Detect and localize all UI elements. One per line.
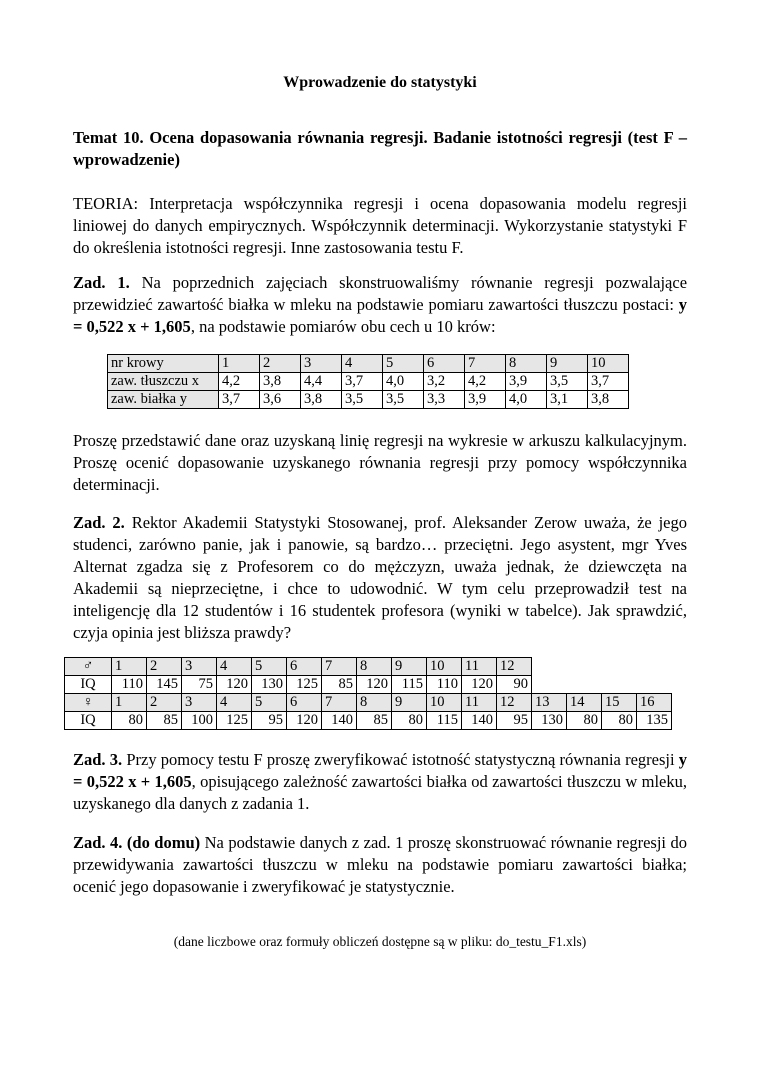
table1-cell: 3,7 <box>342 373 383 391</box>
iq-female-value: 125 <box>217 712 252 730</box>
zad4-paragraph <box>73 832 687 898</box>
iq-male-number: 5 <box>252 658 287 676</box>
iq-male-value: 120 <box>357 676 392 694</box>
table1-number: 7 <box>465 355 506 373</box>
iq-label: IQ <box>65 676 112 694</box>
table1-cell: 3,6 <box>260 391 301 409</box>
iq-female-number: 8 <box>357 694 392 712</box>
empty-cell <box>602 658 637 676</box>
zad1-text-a: Na poprzednich zajęciach skonstruowaliśmy równanie regresji pozwalające przewidzieć zawartość białka w mleku na podstawie pomiaru zawartości tłuszczu postaci: <box>73 273 688 314</box>
iq-table <box>64 657 672 730</box>
empty-cell <box>567 676 602 694</box>
table1-number: 6 <box>424 355 465 373</box>
table1-cell: 3,3 <box>424 391 465 409</box>
iq-male-number: 8 <box>357 658 392 676</box>
table1-number: 8 <box>506 355 547 373</box>
table1-cell: 3,9 <box>465 391 506 409</box>
table1-cell: 3,8 <box>260 373 301 391</box>
iq-female-value: 135 <box>637 712 672 730</box>
iq-male-value: 115 <box>392 676 427 694</box>
iq-female-number: 6 <box>287 694 322 712</box>
iq-female-number: 15 <box>602 694 637 712</box>
iq-male-value: 85 <box>322 676 357 694</box>
iq-female-value: 130 <box>532 712 567 730</box>
table1-number: 5 <box>383 355 424 373</box>
table1-cell: 3,7 <box>219 391 260 409</box>
cow-data-table <box>107 354 629 409</box>
empty-cell <box>567 658 602 676</box>
iq-female-value: 100 <box>182 712 217 730</box>
iq-male-value: 145 <box>147 676 182 694</box>
iq-label: IQ <box>65 712 112 730</box>
iq-female-number: 5 <box>252 694 287 712</box>
footer-note: (dane liczbowe oraz formuły obliczeń dostępne są w pliku: do_testu_F1.xls) <box>173 934 587 949</box>
iq-female-number: 4 <box>217 694 252 712</box>
iq-female-number: 3 <box>182 694 217 712</box>
iq-female-number: 12 <box>497 694 532 712</box>
table1-cell: 3,1 <box>547 391 588 409</box>
iq-male-value: 120 <box>462 676 497 694</box>
iq-female-value: 85 <box>147 712 182 730</box>
iq-male-value: 110 <box>427 676 462 694</box>
table1-number: 3 <box>301 355 342 373</box>
iq-female-value: 85 <box>357 712 392 730</box>
table1-cell: 3,7 <box>588 373 629 391</box>
male-symbol: ♂ <box>65 658 112 676</box>
iq-female-number: 1 <box>112 694 147 712</box>
iq-male-value: 130 <box>252 676 287 694</box>
iq-female-number: 9 <box>392 694 427 712</box>
zad3-text-a: Przy pomocy testu F proszę zweryfikować istotność statystyczną równania regresji <box>126 750 675 769</box>
iq-female-number: 10 <box>427 694 462 712</box>
iq-male-header-row <box>65 658 672 676</box>
zad1-task-paragraph: Proszę przedstawić dane oraz uzyskaną linię regresji na wykresie w arkuszu kalkulacyjnym. Proszę ocenić dopasowanie uzyskanego równania regresji przy pomocy współczynnika determinacji. <box>73 431 687 494</box>
page-header: Wprowadzenie do statystyki <box>283 74 477 91</box>
iq-male-number: 7 <box>322 658 357 676</box>
zad4-label: Zad. 4. (do domu) <box>73 833 201 852</box>
iq-female-number: 2 <box>147 694 182 712</box>
empty-cell <box>532 676 567 694</box>
zad1-label: Zad. 1. <box>73 273 130 292</box>
iq-female-number: 11 <box>462 694 497 712</box>
table1-number: 10 <box>588 355 629 373</box>
zad1-equation: y = 0,522 x + 1,605 <box>73 295 687 336</box>
table1-cell: 3,5 <box>383 391 424 409</box>
table1-number: 1 <box>219 355 260 373</box>
zad2-text: Rektor Akademii Statystyki Stosowanej, prof. Aleksander Zerow uważa, że jego studenci, zarówno panie, jak i panowie, są bardzo… przeciętni. Jego asystent, mgr Yves Alternat zgadza się z Profesorem co do mężczyzn, uważa jednak, że dziewczęta na Akademii są nieprzeciętne, i chce to udowodnić. W tym celu przeprowadził test na inteligencję dla 12 studentów i 16 studentek profesora (wyniki w tabelce). Jak sprawdzić, czyja opinia jest bliższa prawdy? <box>73 513 688 642</box>
iq-female-number: 14 <box>567 694 602 712</box>
table1-row-label: zaw. białka y <box>108 391 219 409</box>
iq-female-number: 7 <box>322 694 357 712</box>
zad3-text-b: , opisującego zależność zawartości białka od zawartości tłuszczu w mleku, uzyskanego dla danych z zadania 1. <box>73 772 687 813</box>
zad3-paragraph <box>73 749 687 815</box>
iq-female-value: 95 <box>252 712 287 730</box>
table1-cell: 4,4 <box>301 373 342 391</box>
iq-male-value: 75 <box>182 676 217 694</box>
zad2-paragraph <box>73 512 687 644</box>
table1-cell: 3,5 <box>342 391 383 409</box>
table1-cell: 3,2 <box>424 373 465 391</box>
table1-row-fat <box>108 373 629 391</box>
table1-cell: 4,0 <box>506 391 547 409</box>
iq-male-value: 125 <box>287 676 322 694</box>
iq-female-value: 140 <box>462 712 497 730</box>
zad1-paragraph <box>73 272 687 338</box>
iq-male-number: 2 <box>147 658 182 676</box>
iq-male-number: 3 <box>182 658 217 676</box>
iq-female-values-row <box>65 712 672 730</box>
theory-paragraph: TEORIA: Interpretacja współczynnika regresji i ocena dopasowania modelu regresji liniowej do danych empirycznych. Współczynnik determinacji. Wykorzystanie statystyki F do określenia istotności regresji. Inne zastosowania testu F. <box>73 194 687 257</box>
empty-cell <box>602 676 637 694</box>
table1-cell: 4,2 <box>219 373 260 391</box>
zad1-text-b: , na podstawie pomiarów obu cech u 10 krów: <box>190 317 496 336</box>
iq-female-value: 80 <box>392 712 427 730</box>
iq-male-number: 10 <box>427 658 462 676</box>
empty-cell <box>532 658 567 676</box>
table1-cell: 3,8 <box>301 391 342 409</box>
iq-male-number: 12 <box>497 658 532 676</box>
table1-cell: 3,8 <box>588 391 629 409</box>
empty-cell <box>637 658 672 676</box>
iq-male-value: 110 <box>112 676 147 694</box>
iq-female-number: 16 <box>637 694 672 712</box>
table1-cell: 3,9 <box>506 373 547 391</box>
iq-female-value: 120 <box>287 712 322 730</box>
table1-number: 9 <box>547 355 588 373</box>
table1-row-label: zaw. tłuszczu x <box>108 373 219 391</box>
table1-header-label: nr krowy <box>108 355 219 373</box>
iq-male-number: 6 <box>287 658 322 676</box>
table1-number: 2 <box>260 355 301 373</box>
iq-female-value: 140 <box>322 712 357 730</box>
empty-cell <box>637 676 672 694</box>
iq-male-value: 120 <box>217 676 252 694</box>
table1-number: 4 <box>342 355 383 373</box>
iq-male-number: 11 <box>462 658 497 676</box>
table1-header-row <box>108 355 629 373</box>
zad4-text: Na podstawie danych z zad. 1 proszę skonstruować równanie regresji do przewidywania zawartości tłuszczu w mleku na podstawie pomiaru zawartości białka; ocenić jego dopasowanie i zweryfikować je statystycznie. <box>73 833 687 896</box>
table1-cell: 4,2 <box>465 373 506 391</box>
iq-male-number: 4 <box>217 658 252 676</box>
table1-row-protein <box>108 391 629 409</box>
iq-female-value: 115 <box>427 712 462 730</box>
table1-cell: 4,0 <box>383 373 424 391</box>
zad3-label: Zad. 3. <box>73 750 123 769</box>
iq-female-header-row <box>65 694 672 712</box>
topic-title: Temat 10. Ocena dopasowania równania regresji. Badanie istotności regresji (test F – wprowadzenie) <box>73 128 687 169</box>
iq-male-number: 9 <box>392 658 427 676</box>
iq-female-value: 80 <box>567 712 602 730</box>
iq-male-number: 1 <box>112 658 147 676</box>
iq-female-value: 80 <box>602 712 637 730</box>
iq-female-value: 80 <box>112 712 147 730</box>
table1-cell: 3,5 <box>547 373 588 391</box>
female-symbol: ♀ <box>65 694 112 712</box>
iq-male-values-row <box>65 676 672 694</box>
iq-male-value: 90 <box>497 676 532 694</box>
iq-female-number: 13 <box>532 694 567 712</box>
zad3-equation: y = 0,522 x + 1,605 <box>73 750 688 791</box>
zad2-label: Zad. 2. <box>73 513 125 532</box>
iq-female-value: 95 <box>497 712 532 730</box>
